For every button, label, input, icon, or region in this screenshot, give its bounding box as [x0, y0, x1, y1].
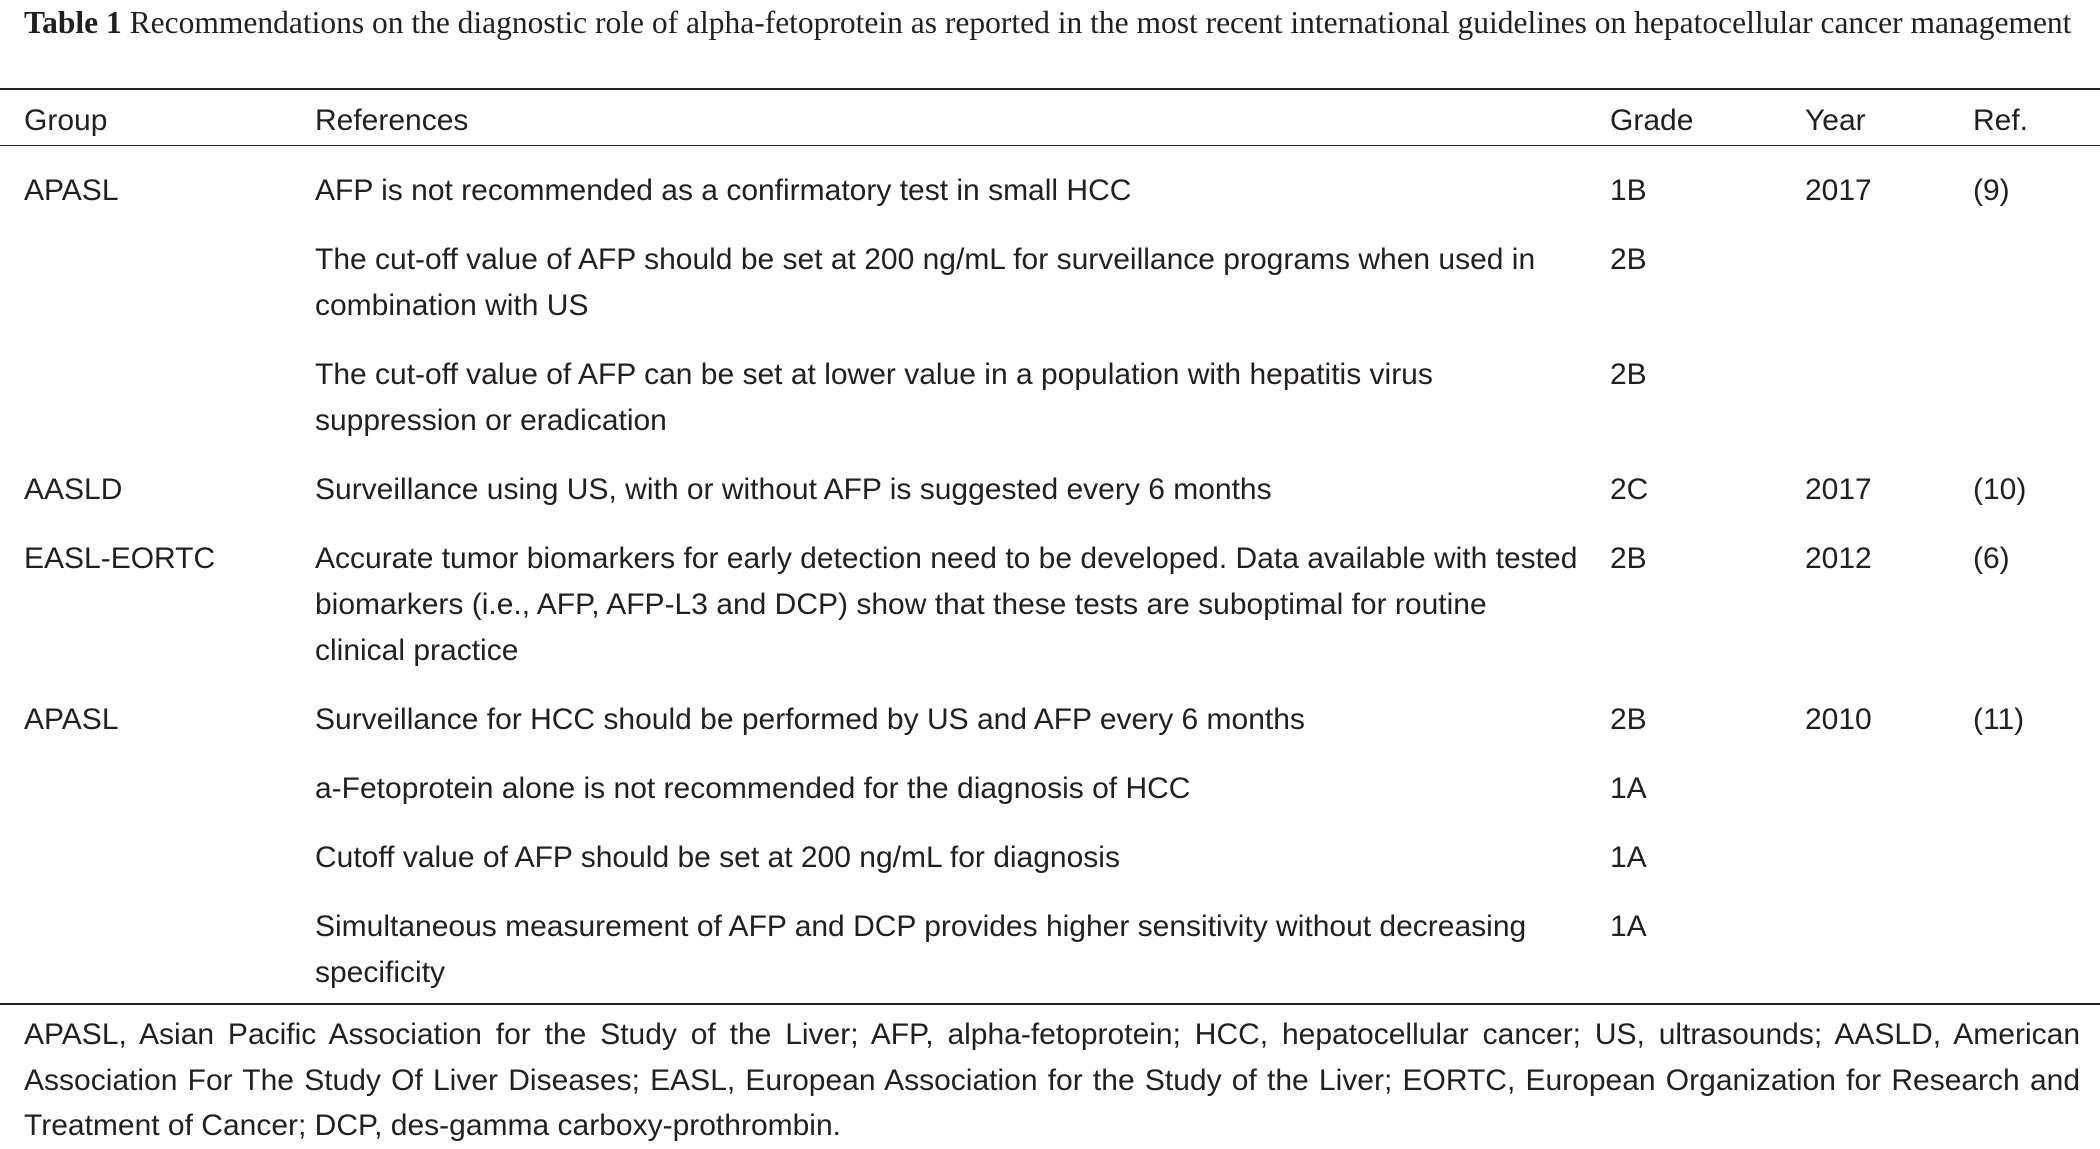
cell-year: 2012 — [1805, 542, 1872, 575]
cell-ref — [1973, 766, 2100, 835]
cell-reference-text: Surveillance using US, with or without AFP is suggested every 6 months — [315, 473, 1272, 506]
cell-grade: 2B — [1610, 703, 1647, 736]
table-caption-label: Table 1 — [24, 5, 122, 40]
cell-reference-text: Cutoff value of AFP should be set at 200 ng/mL for diagnosis — [315, 841, 1120, 874]
cell-reference-text: a-Fetoprotein alone is not recommended for the diagnosis of HCC — [315, 772, 1191, 805]
header-ref: Ref. — [1973, 104, 2029, 137]
cell-reference-text: AFP is not recommended as a confirmatory test in small HCC — [315, 174, 1132, 207]
recommendations-table — [0, 98, 2100, 1019]
header-group: Group — [24, 104, 108, 137]
cell-year: 2017 — [1805, 174, 1872, 207]
table-row — [0, 536, 2100, 697]
cell-grade: 2B — [1610, 243, 1647, 276]
cell-group: EASL-EORTC — [24, 542, 216, 575]
cell-reference-text: Surveillance for HCC should be performed by US and AFP every 6 months — [315, 703, 1305, 736]
cell-group: APASL — [24, 703, 119, 736]
cell-grade: 2B — [1610, 358, 1647, 391]
table-caption — [24, 0, 2084, 45]
table-row — [0, 467, 2100, 536]
cell-group: APASL — [24, 174, 119, 207]
cell-grade: 1A — [1610, 772, 1647, 805]
cell-grade: 1A — [1610, 910, 1647, 943]
table-footnote: APASL, Asian Pacific Association for the Study of the Liver; AFP, alpha-fetoprotein; HCC, hepatocellular cancer; US, ultrasounds; AASLD, American Association For The Study Of Liver Diseases; EASL, European Association for the Study of the Liver; EORTC, European Organization for Research and Treatment of Cancer; DCP, des-gamma carboxy-prothrombin. — [24, 1018, 2080, 1142]
table-row — [0, 147, 2100, 237]
cell-group — [0, 352, 315, 467]
cell-reference — [315, 536, 1610, 697]
cell-grade: 2B — [1610, 542, 1647, 575]
cell-group — [0, 237, 315, 352]
cell-ref — [1973, 237, 2100, 352]
cell-reference — [315, 237, 1610, 352]
cell-reference — [315, 766, 1610, 835]
cell-year — [1805, 352, 1973, 467]
header-year: Year — [1805, 104, 1866, 137]
cell-ref — [1973, 904, 2100, 1019]
table-row — [0, 835, 2100, 904]
cell-reference-text: The cut-off value of AFP should be set at 200 ng/mL for surveillance programs when used in combination with US — [315, 243, 1536, 322]
cell-year — [1805, 835, 1973, 904]
cell-ref: (6) — [1973, 542, 2010, 575]
cell-grade: 1B — [1610, 174, 1647, 207]
cell-reference — [315, 352, 1610, 467]
table-row — [0, 904, 2100, 1019]
cell-grade: 2C — [1610, 473, 1649, 506]
cell-reference — [315, 904, 1610, 1019]
table-row — [0, 352, 2100, 467]
cell-ref — [1973, 835, 2100, 904]
cell-year — [1805, 237, 1973, 352]
cell-reference-text: Simultaneous measurement of AFP and DCP provides higher sensitivity without decreasing specificity — [315, 910, 1527, 989]
cell-grade: 1A — [1610, 841, 1647, 874]
table-row — [0, 237, 2100, 352]
cell-reference — [315, 697, 1610, 766]
cell-group: AASLD — [24, 473, 123, 506]
cell-year: 2017 — [1805, 473, 1872, 506]
cell-year: 2010 — [1805, 703, 1872, 736]
cell-year — [1805, 904, 1973, 1019]
cell-group — [0, 835, 315, 904]
cell-ref: (9) — [1973, 174, 2010, 207]
cell-year — [1805, 766, 1973, 835]
cell-reference — [315, 147, 1610, 237]
cell-group — [0, 904, 315, 1019]
cell-reference — [315, 835, 1610, 904]
header-references: References — [315, 104, 469, 137]
cell-ref — [1973, 352, 2100, 467]
header-grade: Grade — [1610, 104, 1694, 137]
cell-reference-text: Accurate tumor biomarkers for early detection need to be developed. Data available with tested biomarkers (i.e., AFP, AFP-L3 and DCP) show that these tests are suboptimal for routine clinical practice — [315, 542, 1578, 667]
cell-ref: (11) — [1973, 703, 2025, 736]
table-row — [0, 697, 2100, 766]
table-top-rule — [0, 88, 2100, 90]
cell-reference — [315, 467, 1610, 536]
table-bottom-rule — [0, 1003, 2100, 1005]
cell-group — [0, 766, 315, 835]
cell-ref: (10) — [1973, 473, 2027, 506]
table-header-row — [0, 98, 2100, 147]
cell-reference-text: The cut-off value of AFP can be set at lower value in a population with hepatitis virus suppression or eradication — [315, 358, 1433, 437]
table-row — [0, 766, 2100, 835]
table-caption-text: Recommendations on the diagnostic role of alpha-fetoprotein as reported in the most recent international guidelines on hepatocellular cancer management — [129, 5, 2072, 40]
